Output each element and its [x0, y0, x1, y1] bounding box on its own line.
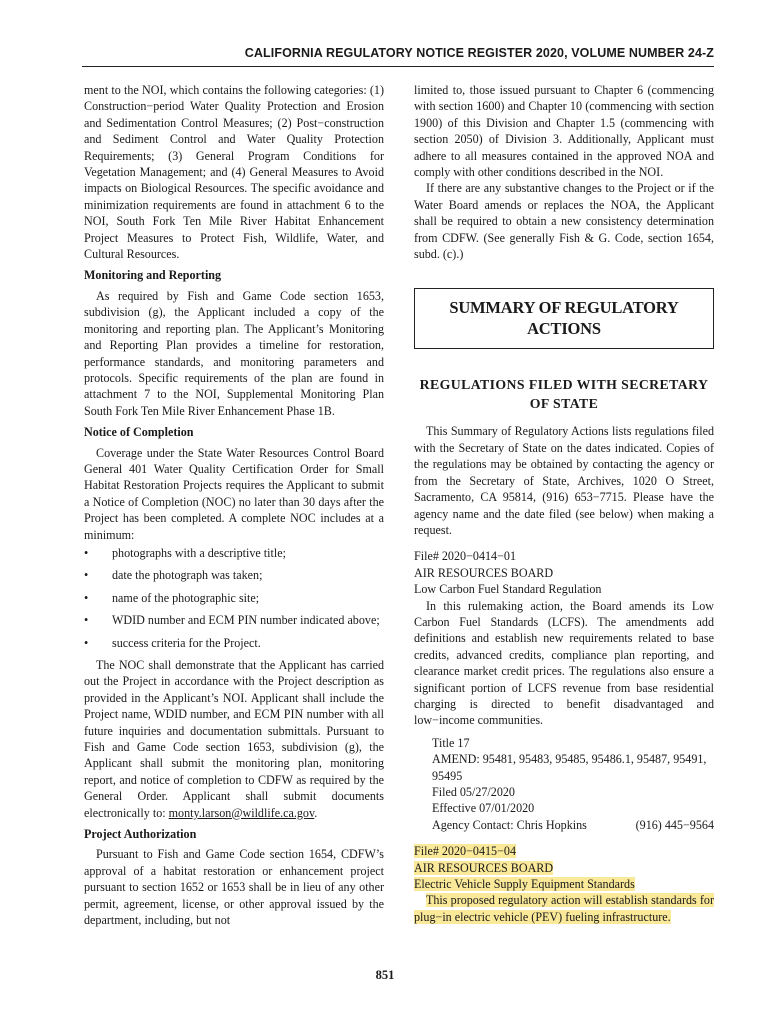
- file1-amend: AMEND: 95481, 95483, 95485, 95486.1, 95487, 95491, 95495: [432, 752, 707, 783]
- list-item: [84, 545, 384, 561]
- list-item-text: photographs with a descriptive title;: [112, 545, 286, 560]
- continued-paragraph: limited to, those issued pursuant to Chapter 6 (commencing with section 1600) and Chapter 10 (commencing with section 1900) of this Division and Chapter 1.5 (commencing with section 2050) of Division 3. Additionally, Applicant must adhere to all measures contained in the approved NOA and comply with other conditions described in the NOI.: [414, 83, 714, 180]
- file2-agency: [414, 860, 714, 876]
- running-header: CALIFORNIA REGULATORY NOTICE REGISTER 2020, VOLUME NUMBER 24-Z: [244, 46, 714, 60]
- file1-contact-row: [432, 817, 714, 833]
- regulations-heading: REGULATIONS FILED WITH SECRETARY OF STATE: [419, 377, 709, 412]
- bullet-icon: •: [84, 590, 89, 605]
- email-link[interactable]: monty.larson@wildlife.ca.gov: [168, 805, 315, 820]
- list-item: [84, 590, 384, 606]
- file1-body: In this rulemaking action, the Board amends its Low Carbon Fuel Standards (LCFS). The amendments add definitions and establish new requirements related to base credits, advanced credits, compliance plan reporting, and clearance market credit prices. The regulations also ensure a significant portion of LCFS revenue from base residential charging is directed to benefit disadvantaged and low−income communities.: [414, 598, 714, 728]
- file2-agency-text: AIR RESOURCES BOARD: [414, 860, 554, 875]
- noc-paragraph: [84, 657, 384, 821]
- page-number: 851: [375, 968, 395, 982]
- file1-effective: Effective 07/01/2020: [432, 801, 535, 816]
- list-item-text: WDID number and ECM PIN number indicated above;: [112, 613, 380, 628]
- summary-box-heading: SUMMARY OF REGULATORY ACTIONS: [414, 288, 714, 349]
- file2-body: [414, 892, 714, 925]
- list-item-text: date the photograph was taken;: [112, 568, 263, 583]
- file1-contact: Agency Contact: Chris Hopkins: [432, 817, 587, 832]
- intro-paragraph: ment to the NOI, which contains the following categories: (1) Construction−period Water Quality Protection and Erosion and Sedimentation Control Measures; (2) Post−construction and Sediment Control and Water Quality Protection Requirements; (3) General Program Conditions for Vegetation Management; and (4) General Measures to Avoid impacts on Biological Resources. The specific avoidance and minimization requirements are found in attachment 6 to the NOI, South Fork Ten Mile River Habitat Enhancement Project Measures to Protect Fish, Wildlife, Water, and Cultural Resources.: [84, 83, 384, 262]
- bullet-icon: •: [84, 613, 89, 628]
- list-item-text: name of the photographic site;: [112, 590, 260, 605]
- list-item-text: success criteria for the Project.: [112, 635, 261, 650]
- summary-paragraph: This Summary of Regulatory Actions lists regulations filed with the Secretary of State on the dates indicated. Copies of the regulations may be obtained by contacting the agency or from the Secretary of State, Archives, 1020 O Street, Sacramento, CA 95814, (916) 653−7715. Please have the agency name and the date filed (see below) when making a request.: [414, 424, 714, 537]
- email-suffix: .: [314, 805, 318, 820]
- file2-title-text: Electric Vehicle Supply Equipment Standards: [414, 877, 635, 892]
- noc-requirements-list: [84, 545, 384, 651]
- list-item: [84, 612, 384, 628]
- right-column: [414, 82, 714, 925]
- file2-number: [414, 843, 714, 859]
- file1-title-number: Title 17: [432, 735, 470, 750]
- authorization-heading: Project Authorization: [84, 827, 197, 842]
- left-column: [84, 82, 384, 929]
- noc-text: The NOC shall demonstrate that the Applicant has carried out the Project in accordance with the Project description as provided in the Applicant’s NOI. Applicant shall include the Project name, WDID number, and ECM PIN number with all future inquiries and documentation submittals. Pursuant to Fish and Game Code section 1653, subdivision (g), the Applicant shall submit the monitoring plan, monitoring report, and notice of completion to CDFW as required by the General Order. Applicant shall submit documents electronically to:: [84, 658, 384, 820]
- completion-heading: Notice of Completion: [84, 425, 194, 440]
- monitoring-heading: Monitoring and Reporting: [84, 268, 222, 283]
- file2-title: [414, 876, 714, 892]
- bullet-icon: •: [84, 545, 89, 560]
- file1-number: File# 2020−0414−01: [414, 549, 516, 564]
- file1-details: [414, 735, 714, 833]
- changes-paragraph: If there are any substantive changes to the Project or if the Water Board amends or replaces the NOA, the Applicant shall be required to obtain a new consistency determination from CDFW. (See generally Fish & G. Code, section 1654, subd. (c).): [414, 181, 714, 262]
- file1-agency: AIR RESOURCES BOARD: [414, 565, 554, 580]
- monitoring-paragraph: As required by Fish and Game Code section 1653, subdivision (g), the Applicant included a copy of the monitoring and reporting plan. The Applicant’s Monitoring and Reporting Plan provides a timeline for restoration, performance standards, and monitoring parameters and protocols. Specific requirements of the plan are found in attachment 7 to the NOI, Supplemental Monitoring Plan South Fork Ten Mile River Enhancement Phase 1B.: [84, 288, 384, 418]
- header-rule: [82, 66, 714, 67]
- file1-phone: (916) 445−9564: [635, 817, 714, 832]
- file1-filed: Filed 05/27/2020: [432, 785, 515, 799]
- file2-number-text: File# 2020−0415−04: [414, 844, 516, 859]
- bullet-icon: •: [84, 635, 89, 650]
- bullet-icon: •: [84, 568, 89, 583]
- list-item: [84, 635, 384, 651]
- file2-body-text: This proposed regulatory action will establish standards for plug−in electric vehicle (PEV) fueling infrastructure.: [414, 893, 714, 924]
- file1-title: Low Carbon Fuel Standard Regulation: [414, 582, 602, 597]
- authorization-paragraph: Pursuant to Fish and Game Code section 1654, CDFW’s approval of a habitat restoration or enhancement project pursuant to section 1652 or 1653 shall be in lieu of any other permit, agreement, license, or other approval issued by the department, including, but not: [84, 847, 384, 928]
- completion-paragraph: Coverage under the State Water Resources Control Board General 401 Water Quality Certification Order for Small Habitat Restoration Projects requires the Applicant to submit a Notice of Completion (NOC) no later than 30 days after the Project has been completed. A complete NOC includes at a minimum:: [84, 445, 384, 542]
- list-item: [84, 567, 384, 583]
